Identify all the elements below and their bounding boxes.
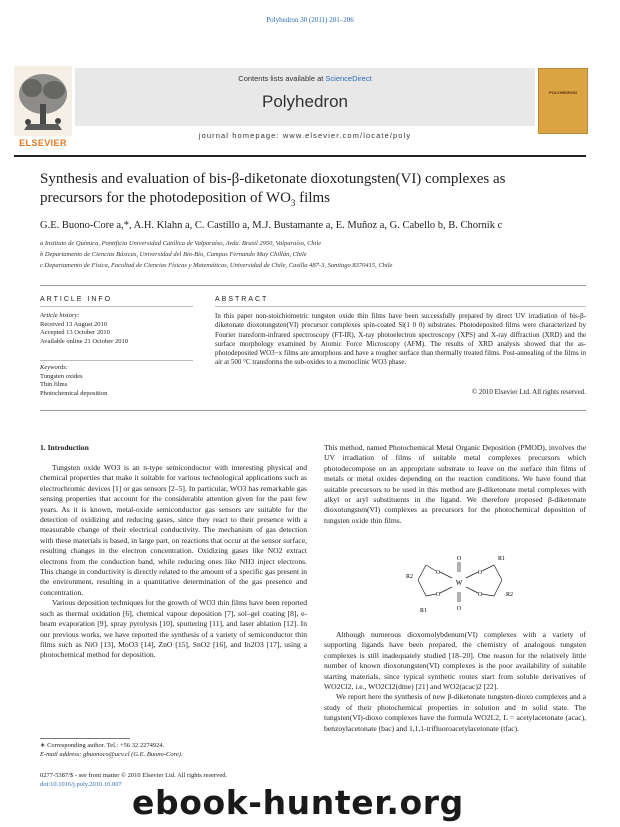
oxo-label: O — [477, 592, 483, 598]
title-line-2-end: films — [295, 190, 331, 206]
keyword-item: Thin films — [40, 381, 68, 388]
elsevier-wordmark: ELSEVIER — [19, 138, 67, 148]
oxo-label: O — [435, 592, 441, 598]
article-info-rule — [40, 306, 193, 307]
left-column — [40, 463, 307, 661]
right-column-lower — [324, 630, 586, 734]
author-email[interactable]: E-mail address: gbuonoco@ucv.cl (G.E. Buono-Core). — [40, 750, 183, 758]
footnote — [40, 742, 307, 759]
journal-cover-image — [538, 68, 588, 134]
accepted-date: Accepted 13 October 2010 — [40, 329, 110, 336]
header-rule — [14, 155, 586, 157]
affiliation-a: a Instituto de Química, Pontificia Universidad Católica de Valparaíso, Avda. Brasil 2950, Valparaíso, Chile — [40, 240, 322, 247]
oxo-label: O — [435, 570, 441, 576]
journal-title: Polyhedron — [261, 92, 348, 111]
journal-cover-title: POLYHEDRON — [549, 90, 577, 95]
paragraph: Although numerous dioxomolybdenum(VI) complexes with a variety of supporting ligands have been prepared, the chemistry of analogous tungsten complexes is still inadequately studied [18–20]. One reason for the relatively little number of known dioxotungsten(VI) complexes is the poor availability of suitable starting materials, since typical synthetic routes start from soluble derivatives of WO2Cl2, i.e., WO2Cl2(dme) [21] and WO2(acac)2 [22]. — [324, 630, 586, 692]
contents-prefix: Contents lists available at — [238, 74, 326, 83]
history-label: Article history: — [40, 312, 80, 319]
keyword-item: Photochemical deposition — [40, 389, 108, 397]
article-history — [40, 312, 200, 346]
keywords-block — [40, 364, 200, 398]
doi-link[interactable]: doi:10.1016/j.poly.2010.10.007 — [40, 780, 122, 788]
keywords-label: Keywords: — [40, 364, 68, 371]
journal-homepage[interactable]: journal homepage: www.elsevier.com/locate/poly — [198, 131, 412, 140]
oxo-label: O — [456, 606, 462, 612]
online-date: Available online 21 October 2010 — [40, 337, 128, 345]
paragraph: This method, named Photochemical Metal Organic Deposition (PMOD), involves the UV irradiation of films of suitable metal complexes precursors which photodecompose on an appropriate substrate to leave on the surface thin films of metals or metal oxides depending on the reaction conditions. We have found that suitable precursors to be used in this method are β-diketonate metal complexes with alkyl or aryl substituents in the ligand. We therefore proposed β-diketonate dioxotungsten(VI) complexes as precursors for the photochemical deposition of tungsten oxide thin films. — [324, 443, 586, 525]
title-subscript: 3 — [290, 198, 296, 208]
oxo-label: O — [456, 556, 462, 562]
keyword-item: Tungsten oxides — [40, 372, 83, 380]
contents-line — [75, 74, 535, 83]
metal-label: W — [455, 579, 463, 587]
footnote-rule — [40, 738, 130, 739]
oxo-label: O — [477, 570, 483, 576]
substituent-r1-label: R1 — [498, 556, 506, 562]
paragraph: Various deposition techniques for the growth of WO3 thin films have been reported such as thermal oxidation [6], chemical vapour deposition [7], sol–gel coating [8], e-beam evaporation [9], spray pyrolysis [10], sputtering [11], and laser ablation [12]. In our previous works, we have reported the synthesis of a variety of semiconductor thin films such as NiO [13], MoO3 [14], ZnO [15], SnO2 [16], and In2O3 [17], using a photochemical method for deposition. — [40, 598, 307, 660]
article-info-rule-2 — [40, 360, 193, 361]
abstract-heading: ABSTRACT — [215, 296, 269, 303]
substituent-r2-label: R2 — [406, 574, 414, 580]
abstract-rule — [215, 306, 586, 307]
issn-line: 0277-5387/$ - see front matter © 2010 Elsevier Ltd. All rights reserved. — [40, 772, 228, 779]
substituent-r2-label: R2 — [506, 592, 514, 598]
author-list: G.E. Buono-Core a,*, A.H. Klahn a, C. Castillo a, M.J. Bustamante a, E. Muñoz a, G. Cabello b, B. Chornik c — [40, 220, 503, 231]
title-line-1: Synthesis and evaluation of bis-β-diketonate dioxotungsten(VI) complexes as — [40, 171, 506, 187]
watermark-text: ebook-hunter.org — [132, 783, 464, 822]
article-info-heading: ARTICLE INFO — [40, 296, 113, 303]
affiliation-b: b Departamento de Ciencias Básicas, Universidad del Bío-Bío, Campus Fernando May Chillán, Chile — [40, 251, 307, 258]
section-heading-introduction: 1. Introduction — [40, 443, 89, 452]
abstract-text: In this paper non-stoichiometric tungsten oxide thin films have been successfully prepared by direct UV irradiation of bis-β-diketonate dioxotungsten(VI) precursor complexes spin-coated Si(1 0 0) substrates. Photodeposited films were characterized by Fourier transform-infrared spectroscopy (FT-IR), X-ray photoelectron spectroscopy (XPS) and X-ray diffraction (XRD) and the surface morphology examined by Atomic Force Microscopy (AFM). The results of XRD analysis showed that the as-photodeposited WO3−x films are amorphous and have a rougher surface than thermally treated films. Post-annealing of the films in air at 500 °C transforms the sub-oxides to a monoclinic WO3 phase. — [215, 312, 586, 367]
substituent-r1-label: R1 — [420, 608, 428, 614]
abstract-copyright: © 2010 Elsevier Ltd. All rights reserved. — [471, 388, 586, 396]
paragraph: Tungsten oxide WO3 is an n-type semiconductor with interesting physical and chemical properties that make it suitable for various technological applications such as electrochromic devices [1] or gas sensors [2–5]. In particular, WO3 has remarkable gas sensing properties that account for the considerable attention given for the past few years. As it is known, metal-oxide semiconductor gas sensors are suitable for the detection of oxidizing and reducing gases, since they react to their presence with a measurable change of their electrical conductivity. The mechanism of gas detection with these materials is based, in large part, on reactions that occur at the sensor surface, resulting changes in the electron concentration. Oxidizing gases like NO2 extract electrons from the conduction band, while reducing ones like NH3 inject electrons. This change in conductivity is directly related to the amount of a specific gas present in the environment, resulting in a quantitative determination of the gas presence and concentration. — [40, 463, 307, 597]
title-line-2-main: precursors for the photodeposition of WO — [40, 190, 291, 206]
title-line-2 — [40, 189, 600, 213]
section-rule — [40, 285, 586, 286]
chemical-structure-figure — [402, 550, 532, 616]
received-date: Received 13 August 2010 — [40, 320, 107, 328]
front-matter-rule — [40, 410, 586, 411]
corresponding-author: ∗ Corresponding author. Tel.: +56 32 2274924. — [40, 742, 165, 749]
paragraph: We report here the synthesis of new β-diketonate tungsten-dioxo complexes and a study of their photochemical properties in solution and in solid state. The tungsten(VI)-dioxo complexes have the formula WO2L2, L = acetylacetonate (acac), benzoylacetonate (bac) and 1,1,1-trifluoroacetylacetonate (tfac). — [324, 692, 586, 733]
article-title — [40, 170, 600, 213]
right-column — [324, 443, 586, 526]
journal-citation[interactable]: Polyhedron 30 (2011) 201–206 — [266, 16, 354, 24]
affiliation-c: c Departamento de Física, Facultad de Ciencias Físicas y Matemáticas, Universidad de Chile, Casilla 487-3, Santiago 8370415, Chile — [40, 262, 393, 269]
sciencedirect-link[interactable]: ScienceDirect — [325, 74, 372, 83]
